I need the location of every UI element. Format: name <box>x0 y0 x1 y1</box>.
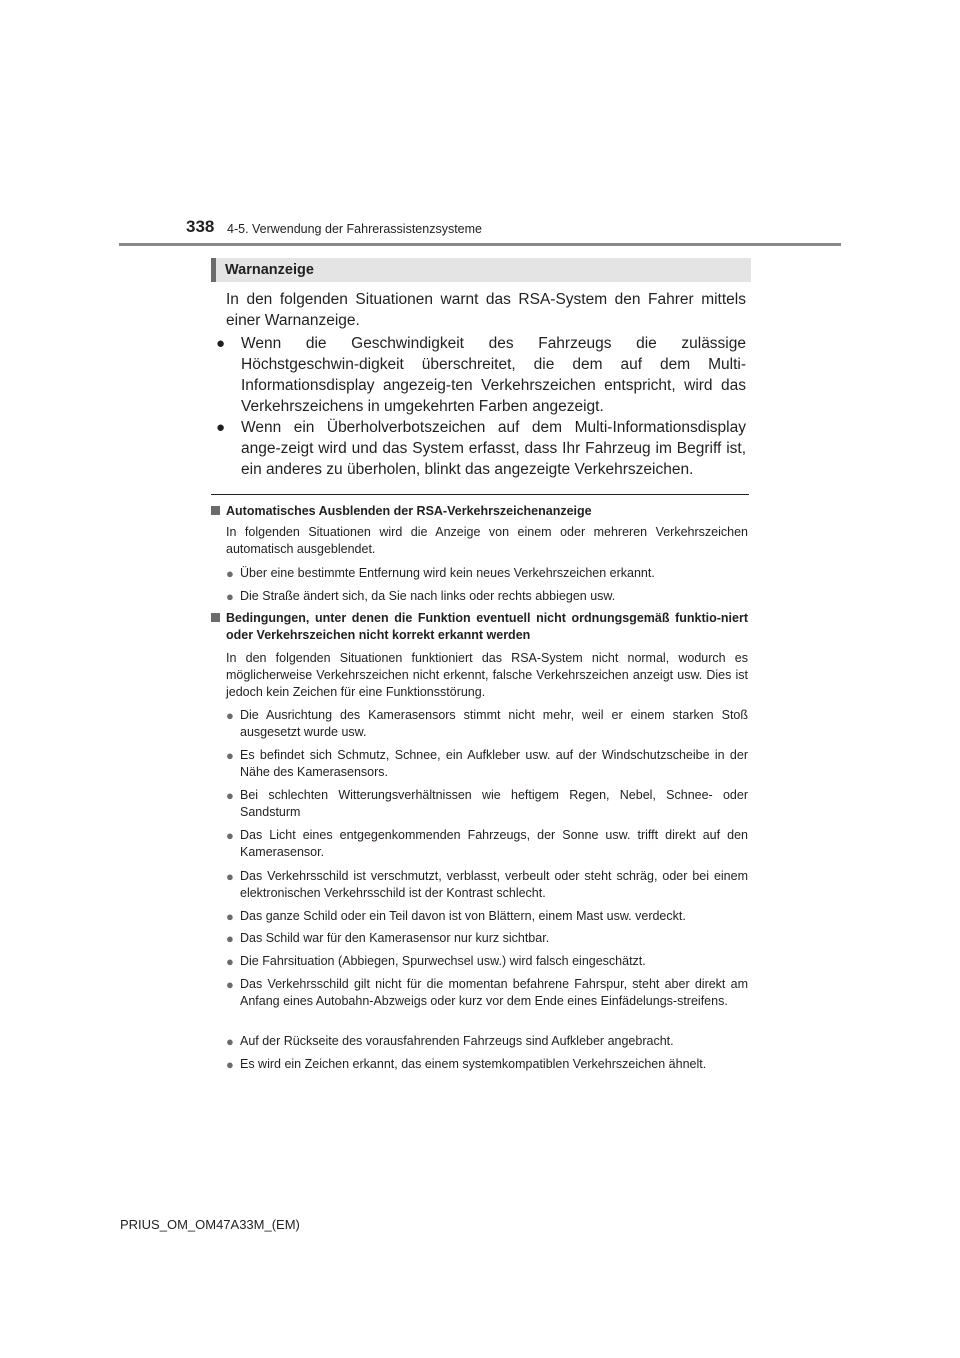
list-item-text: Die Fahrsituation (Abbiegen, Spurwechsel usw.) wird falsch eingeschätzt. <box>240 954 646 968</box>
list-item <box>226 868 748 902</box>
list-item <box>226 707 748 741</box>
list-item <box>226 908 748 925</box>
list-item-text: Das Licht eines entgegenkommenden Fahrzeugs, der Sonne usw. trifft direkt auf den Kamerasensor. <box>240 828 748 859</box>
list-item <box>226 827 748 861</box>
list-item <box>226 588 748 605</box>
list-item <box>216 333 746 417</box>
note-heading-text: Bedingungen, unter denen die Funktion eventuell nicht ordnungsgemäß funktio-niert oder Verkehrszeichen nicht korrekt erkannt werden <box>226 611 748 642</box>
list-item <box>226 1033 748 1050</box>
section-accent <box>211 258 216 282</box>
square-bullet-icon <box>211 613 220 622</box>
list-item-text: Das Verkehrsschild ist verschmutzt, verblasst, verbeult oder steht schräg, oder bei einem elektronischen Verkehrsschild ist der Kontrast schlecht. <box>240 869 748 900</box>
section-intro: In den folgenden Situationen warnt das RSA-System den Fahrer mittels einer Warnanzeige. <box>226 291 746 329</box>
list-item-text: Wenn ein Überholverbotszeichen auf dem Multi-Informationsdisplay ange-zeigt wird und das System erfasst, dass Ihr Fahrzeug im Begriff ist, ein anderes zu überholen, blinkt das angezeigte Verkehrszeichen. <box>241 419 746 478</box>
bullet-icon: ● <box>226 869 234 884</box>
bullet-icon: ● <box>226 566 234 581</box>
list-item-text: Wenn die Geschwindigkeit des Fahrzeugs die zulässige Höchstgeschwin-digkeit überschreitet, die dem auf dem Multi-Informationsdisplay angezeig-ten Verkehrszeichen entspricht, wird das Verkehrszeichens in umgekehrten Farben angezeigt. <box>241 335 746 415</box>
list-item <box>226 930 748 947</box>
list-item <box>226 747 748 781</box>
note-heading <box>211 610 748 644</box>
note-heading <box>211 503 748 520</box>
section-title: Warnanzeige <box>225 262 314 278</box>
list-item <box>226 565 748 582</box>
list-item-text: Es befindet sich Schmutz, Schnee, ein Aufkleber usw. auf der Windschutzscheibe in der Nähe des Kamerasensors. <box>240 748 748 779</box>
bullet-icon: ● <box>226 931 234 946</box>
list-item <box>226 953 748 970</box>
header-rule <box>119 243 841 246</box>
list-item-text: Die Straße ändert sich, da Sie nach links oder rechts abbiegen usw. <box>240 589 616 603</box>
list-item-text: Es wird ein Zeichen erkannt, das einem systemkompatiblen Verkehrszeichen ähnelt. <box>240 1057 707 1071</box>
bullet-icon: ● <box>216 419 226 436</box>
bullet-icon: ● <box>226 954 234 969</box>
bullet-icon: ● <box>226 977 234 992</box>
bullet-icon: ● <box>226 1057 234 1072</box>
chapter-title: 4-5. Verwendung der Fahrerassistenzsysteme <box>227 222 482 236</box>
list-item-text: Bei schlechten Witterungsverhältnissen wie heftigem Regen, Nebel, Schnee- oder Sandsturm <box>240 788 748 819</box>
bullet-icon: ● <box>226 708 234 723</box>
note-heading-text: Automatisches Ausblenden der RSA-Verkehrszeichenanzeige <box>226 504 592 518</box>
footer-doc-code: PRIUS_OM_OM47A33M_(EM) <box>120 1217 300 1232</box>
list-item-text: Über eine bestimmte Entfernung wird kein neues Verkehrszeichen erkannt. <box>240 566 655 580</box>
list-item-text: Auf der Rückseite des vorausfahrenden Fahrzeugs sind Aufkleber angebracht. <box>240 1034 674 1048</box>
bullet-icon: ● <box>226 1034 234 1049</box>
list-item-text: Das Verkehrsschild gilt nicht für die momentan befahrene Fahrspur, steht aber direkt am Anfang eines Autobahn-Abzweigs oder kurz vor dem Ende eines Einfädelungs-streifens. <box>240 977 748 1008</box>
list-item-text: Das Schild war für den Kamerasensor nur kurz sichtbar. <box>240 931 550 945</box>
list-item-text: Die Ausrichtung des Kamerasensors stimmt nicht mehr, weil er einem starken Stoß ausgesetzt wurde usw. <box>240 708 748 739</box>
bullet-icon: ● <box>226 909 234 924</box>
list-item <box>216 417 746 480</box>
note-paragraph: In den folgenden Situationen funktioniert das RSA-System nicht normal, wodurch es möglicherweise Verkehrszeichen nicht erkennt, falsche Verkehrszeichen anzeigt usw. Dies ist jedoch kein Zeichen für eine Funktionsstörung. <box>226 651 748 699</box>
divider <box>211 494 749 495</box>
page-number: 338 <box>186 217 215 236</box>
list-item-text: Das ganze Schild oder ein Teil davon ist von Blättern, einem Mast usw. verdeckt. <box>240 909 686 923</box>
bullet-icon: ● <box>216 335 226 352</box>
bullet-icon: ● <box>226 589 234 604</box>
bullet-icon: ● <box>226 828 234 843</box>
list-item <box>226 787 748 821</box>
note-paragraph: In folgenden Situationen wird die Anzeige von einem oder mehreren Verkehrszeichen automatisch ausgeblendet. <box>226 525 748 556</box>
bullet-icon: ● <box>226 788 234 803</box>
bullet-icon: ● <box>226 748 234 763</box>
square-bullet-icon <box>211 506 220 515</box>
list-item <box>226 976 748 1010</box>
section-title-bar <box>211 258 751 282</box>
list-item <box>226 1056 748 1073</box>
